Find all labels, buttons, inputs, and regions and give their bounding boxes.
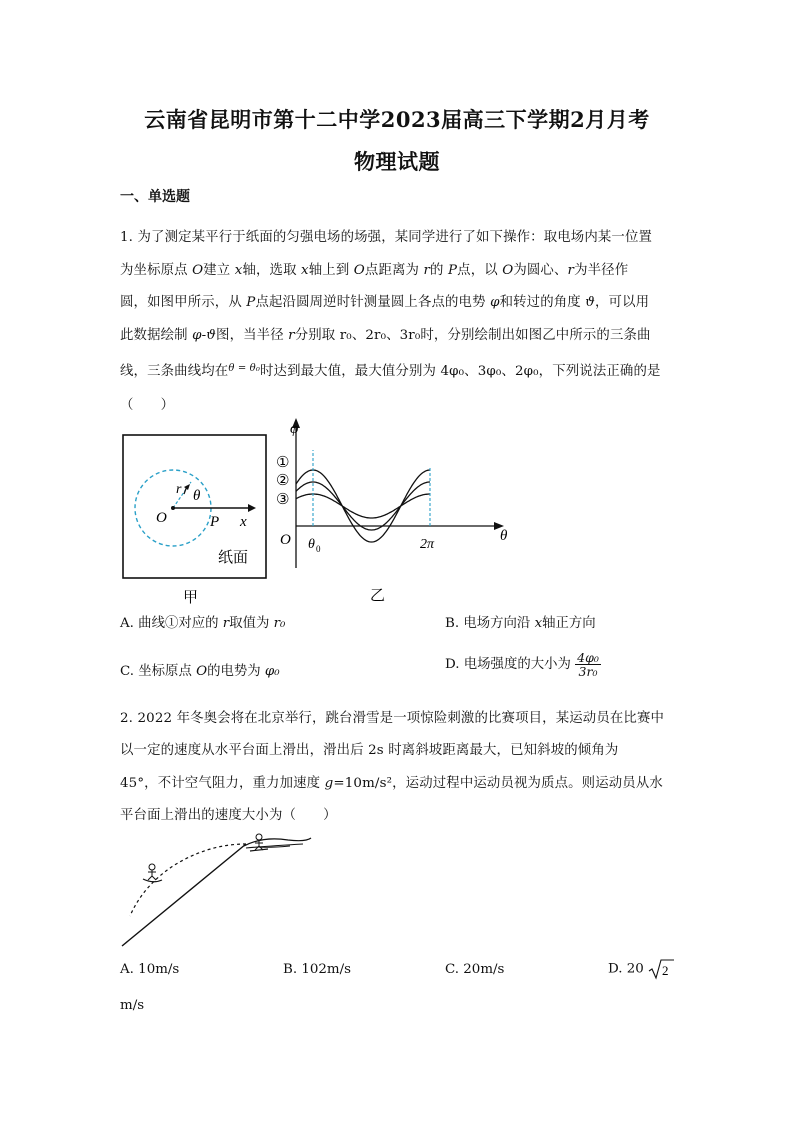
- figure-ski-jump: [118, 830, 318, 952]
- section-title: 一、单选题: [120, 189, 190, 205]
- label-two-pi: 2π: [420, 537, 435, 552]
- q2-line2: 以一定的速度从水平台面上滑出，滑出后 2s 时离斜坡距离最大，已知斜坡的倾角为: [120, 743, 619, 758]
- trajectory-dashed: [130, 844, 246, 916]
- label-theta0: θ: [308, 537, 315, 552]
- label-P: P: [210, 514, 220, 530]
- curve-3: [296, 494, 430, 518]
- fraction-e-field: $\frac{\text{4φ₀}}{\text{3r₀}}$: [577, 650, 599, 680]
- q2-line1: 2. 2022 年冬奥会将在北京举行，跳台滑雪是一项惊险刺激的比赛项目，某运动员在比赛中: [120, 711, 665, 726]
- slope-line: [122, 844, 246, 946]
- platform-top: [244, 838, 311, 846]
- label-x: x: [240, 514, 247, 530]
- label-r: r: [176, 482, 182, 497]
- q1-line4: 此数据绘制 φ-ϑ图，当半径 r分别取 r₀、2r₀、3r₀时，分别绘制出如图乙中所示的三条曲: [120, 328, 651, 343]
- label-origin: O: [280, 532, 291, 548]
- q2-option-a[interactable]: A. 10m/s: [120, 962, 180, 977]
- sqrt-value: 2: [662, 963, 669, 978]
- q2-option-c[interactable]: C. 20m/s: [445, 962, 505, 977]
- q1-line3: 圆，如图甲所示，从 P点起沿圆周逆时针测量圆上各点的电势 φ和转过的角度 ϑ，可以用: [120, 295, 650, 310]
- q1-line6: （ ）: [120, 398, 175, 413]
- curve-label-2: ②: [276, 471, 290, 489]
- label-paper: 纸面: [218, 550, 249, 566]
- phi-theta-curves: [296, 470, 430, 542]
- sqrt-icon: [648, 958, 674, 980]
- curve-label-1: ①: [276, 453, 290, 471]
- q2-option-d-unit: m/s: [120, 998, 145, 1013]
- theta-equals-theta0: θ = θ₀: [228, 363, 261, 374]
- q1-line2: 为坐标原点 O建立 x轴，选取 x轴上到 O点距离为 r的 P点，以 O为圆心、r为半径作: [120, 263, 629, 278]
- q2-option-d[interactable]: D. 20 2: [608, 958, 674, 980]
- x-arrow-icon: [248, 504, 256, 512]
- q1-option-c[interactable]: C. 坐标原点 O的电势为 φ₀: [120, 664, 280, 679]
- caption-yi: 乙: [370, 588, 386, 604]
- q2-line3: 45°，不计空气阻力，重力加速度 g=10m/s²，运动过程中运动员视为质点。则运动员从水: [120, 776, 663, 791]
- page-subtitle: 物理试题: [354, 149, 440, 174]
- theta-arrow-icon: [184, 484, 190, 490]
- curve-label-3: ③: [276, 490, 290, 508]
- skier-flying-icon: [143, 864, 162, 882]
- q1-option-d[interactable]: D. 电场强度的大小为 $\frac{\text{4φ₀}}{\text{3r₀}}$: [445, 650, 599, 680]
- label-phi: φ: [290, 421, 299, 437]
- caption-jia: 甲: [183, 590, 199, 606]
- label-theta0-sub: 0: [316, 544, 321, 554]
- label-theta-axis: θ: [500, 528, 508, 544]
- page-title: 云南省昆明市第十二中学2023届高三下学期2月月考: [144, 107, 650, 132]
- q2-option-b[interactable]: B. 102m/s: [283, 962, 351, 977]
- label-theta: θ: [193, 488, 201, 504]
- q1-option-b[interactable]: B. 电场方向沿 x轴正方向: [445, 616, 596, 631]
- figure-jia: [118, 430, 273, 610]
- label-O: O: [156, 510, 167, 526]
- q1-option-a[interactable]: A. 曲线①对应的 r取值为 r₀: [120, 616, 286, 631]
- q2-line4: 平台面上滑出的速度大小为（ ）: [120, 808, 337, 823]
- q1-line5: 线，三条曲线均在$^{\theta = \theta_0}$时达到最大值，最大值分别为 4φ₀、3φ₀、2φ₀，下列说法正确的是: [120, 363, 661, 379]
- q1-line1: 1. 为了测定某平行于纸面的匀强电场的场强，某同学进行了如下操作：取电场内某一位置: [120, 230, 653, 245]
- origin-dot: [171, 506, 175, 510]
- figure-yi: [272, 416, 522, 610]
- curve-1: [296, 470, 430, 542]
